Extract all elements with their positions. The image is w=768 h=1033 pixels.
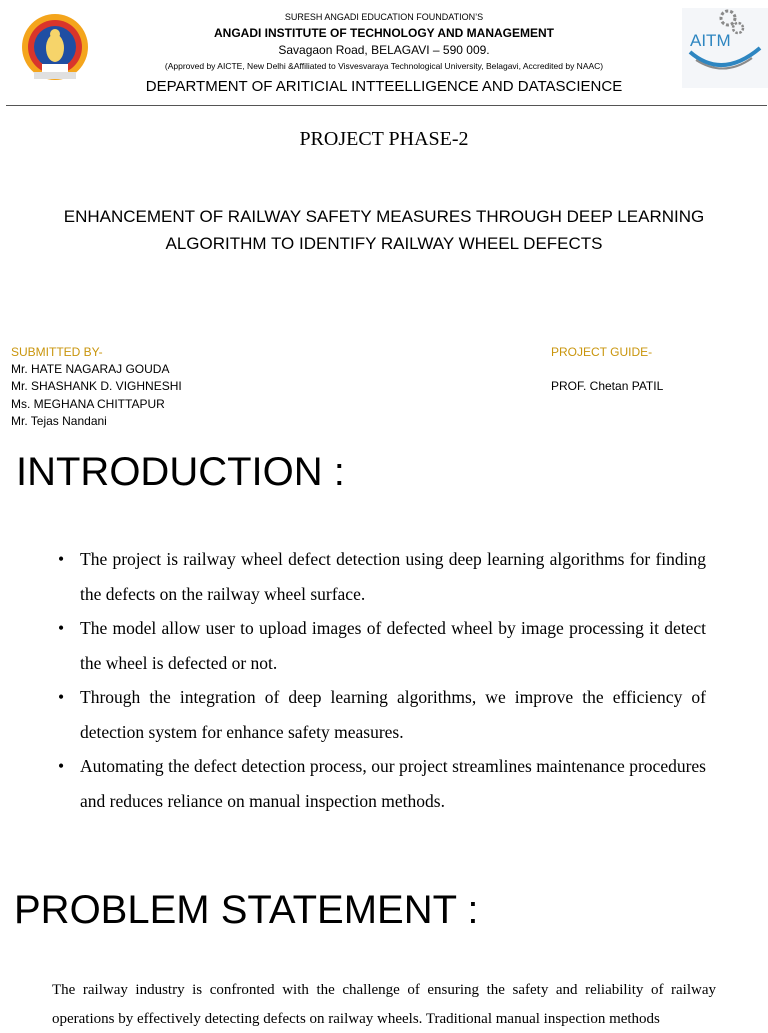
list-item [58,611,706,680]
bullet-icon: • [58,549,65,569]
bullet-icon: • [58,618,65,638]
list-item [58,680,706,749]
bullet-text: Through the integration of deep learning algorithms, we improve the efficiency of detection system for enhance safety measures. [80,687,706,742]
department-name: DEPARTMENT OF ARITICIAL INTTEELLIGENCE AND DATASCIENCE [145,78,623,95]
project-phase: PROJECT PHASE-2 [299,128,469,150]
bullet-text: The project is railway wheel defect detection using deep learning algorithms for finding the defects on the railway wheel surface. [80,549,706,604]
list-item [58,749,706,818]
project-guide-name: PROF. Chetan PATIL [551,379,664,393]
introduction-heading: INTRODUCTION : [16,450,345,494]
team-member: Ms. MEGHANA CHITTAPUR [11,396,165,411]
bullet-text: Automating the defect detection process, our project streamlines maintenance procedures and reduces reliance on manual inspection methods. [80,756,706,811]
bullet-icon: • [58,687,65,707]
problem-statement-slide [0,864,768,1027]
problem-statement-text: The railway industry is confronted with the challenge of ensuring the safety and reliability of railway operations by effectively detecting defects on railway wheels. Traditional manual inspection methods [52,982,716,1027]
header-divider [6,105,767,106]
team-member: Mr. HATE NAGARAJ GOUDA [11,362,170,376]
project-title-line-2: ALGORITHM TO IDENTIFY RAILWAY WHEEL DEFECTS [165,234,603,253]
list-item [58,542,706,611]
project-title [20,203,748,257]
bullet-text: The model allow user to upload images of defected wheel by image processing it detect the wheel is defected or not. [80,618,706,673]
problem-statement-heading: PROBLEM STATEMENT : [14,888,479,932]
bullet-icon: • [58,756,65,776]
institute-address: Savagaon Road, BELAGAVI – 590 009. [278,43,490,57]
introduction-bullet-list [58,542,706,818]
foundation-name: SURESH ANGADI EDUCATION FOUNDATION’S [284,12,484,22]
project-guide-label: PROJECT GUIDE- [551,345,653,359]
aitm-logo-text: AITM [690,31,731,50]
project-title-line-1: ENHANCEMENT OF RAILWAY SAFETY MEASURES THROUGH DEEP LEARNING [63,207,705,226]
title-slide [0,0,768,432]
institute-name: ANGADI INSTITUTE OF TECHNOLOGY AND MANAGEMENT [214,26,554,40]
team-member: Mr. Tejas Nandani [11,413,107,428]
submitted-by-label: SUBMITTED BY- [11,345,103,359]
team-member: Mr. SHASHANK D. VIGHNESHI [11,379,182,394]
approval-note: (Approved by AICTE, New Delhi &Affiliated to Visvesvaraya Technological University, Belagavi, Accredited by NAAC) [164,61,604,71]
introduction-slide [0,432,768,864]
team-member-list [11,361,182,430]
